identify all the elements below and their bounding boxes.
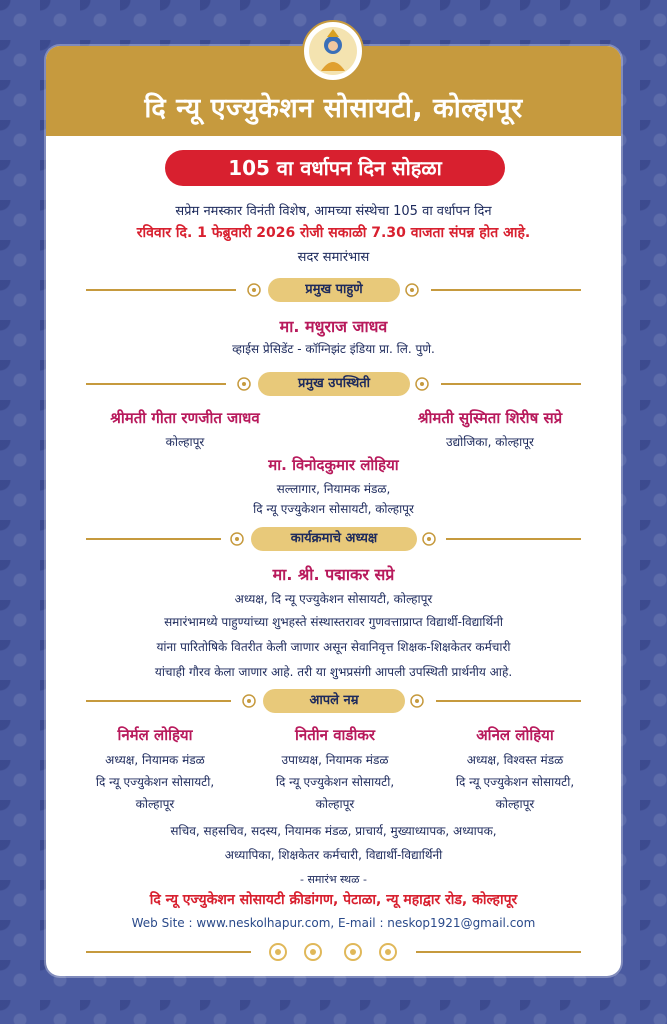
host-place: कोल्हापूर: [135, 797, 175, 811]
host-card: [60, 725, 250, 812]
message-line-3: यांचाही गौरव केला जाणार आहे. तरी या शुभप्रसंगी आपली उपस्थिती प्रार्थनीय आहे.: [154, 665, 513, 679]
president-title: अध्यक्ष, दि न्यू एज्युकेशन सोसायटी, कोल्हापूर: [234, 592, 433, 606]
host-name: निर्मल लोहिया: [117, 726, 193, 744]
contact-line: Web Site : www.neskolhapur.com, E-mail : neskop1921@gmail.com: [131, 916, 536, 930]
presence-right-name: श्रीमती सुस्मिता शिरीष सप्रे: [417, 409, 563, 427]
floral-ornament-icon: [258, 940, 408, 964]
section-heading-hosts: आपले नम्र: [263, 689, 405, 713]
ornament-icon: [421, 531, 437, 547]
president-name: मा. श्री. पद्माकर सप्रे: [272, 565, 395, 584]
ornament-icon: [404, 282, 420, 298]
host-place: कोल्हापूर: [315, 797, 355, 811]
krishna-logo-icon: [302, 20, 364, 82]
host-org: दि न्यू एज्युकेशन सोसायटी,: [95, 775, 215, 789]
presence-center-line-2: दि न्यू एज्युकेशन सोसायटी, कोल्हापूर: [253, 502, 414, 516]
ornament-icon: [409, 693, 425, 709]
section-divider-hosts: [86, 689, 581, 713]
venue-address: दि न्यू एज्युकेशन सोसायटी क्रीडांगण, पेटाळा, न्यू महाद्वार रोड, कोल्हापूर: [149, 892, 518, 908]
section-heading-chief-guest: प्रमुख पाहुणे: [268, 278, 400, 302]
bottom-divider: [86, 940, 581, 964]
section-heading-president: कार्यक्रमाचे अध्यक्ष: [251, 527, 417, 551]
intro-line-3: सदर समारंभास: [297, 250, 370, 265]
section-divider-presence: [86, 372, 581, 396]
intro-line-1: सप्रेम नमस्कार विनंती विशेष, आमच्या संस्थेचा 105 वा वर्धापन दिन: [175, 204, 492, 219]
ornament-icon: [246, 282, 262, 298]
host-org: दि न्यू एज्युकेशन सोसायटी,: [455, 775, 575, 789]
host-card: [240, 725, 430, 812]
others-line-2: अध्यापिका, शिक्षकेतर कर्मचारी, विद्यार्थी-विद्यार्थिनी: [224, 848, 443, 862]
host-place: कोल्हापूर: [495, 797, 535, 811]
ornament-icon: [236, 376, 252, 392]
venue-label: - समारंभ स्थळ -: [300, 873, 367, 886]
presence-right-place: उद्योजिका, कोल्हापूर: [446, 435, 534, 449]
host-card: [420, 725, 610, 812]
message-line-1: समारंभामध्ये पाहुण्यांच्या शुभहस्ते संस्थास्तरावर गुणवत्ताप्राप्त विद्यार्थी-विद्यार्थिनी: [164, 615, 503, 629]
ornament-icon: [229, 531, 245, 547]
presence-center-name: मा. विनोदकुमार लोहिया: [268, 456, 399, 474]
others-line-1: सचिव, सहसचिव, सदस्य, नियामक मंडळ, प्राचार्य, मुख्याध्यापक, अध्यापक,: [170, 824, 497, 838]
section-divider-chief-guest: [86, 278, 581, 302]
host-role: अध्यक्ष, नियामक मंडळ: [105, 753, 205, 767]
message-line-2: यांना पारितोषिके वितरीत केली जाणार असून सेवानिवृत्त शिक्षक-शिक्षकेतर कर्मचारी: [156, 640, 511, 654]
section-heading-presence: प्रमुख उपस्थिती: [258, 372, 410, 396]
ornament-icon: [414, 376, 430, 392]
host-name: अनिल लोहिया: [476, 726, 554, 744]
host-role: उपाध्यक्ष, नियामक मंडळ: [281, 753, 389, 767]
presence-left-name: श्रीमती गीता रणजीत जाधव: [110, 409, 260, 427]
org-title: दि न्यू एज्युकेशन सोसायटी, कोल्हापूर: [144, 93, 523, 124]
chief-guest-name: मा. मधुराज जाधव: [279, 317, 388, 336]
section-divider-president: [86, 527, 581, 551]
host-role: अध्यक्ष, विश्वस्त मंडळ: [466, 753, 564, 767]
host-org: दि न्यू एज्युकेशन सोसायटी,: [275, 775, 395, 789]
intro-line-2: रविवार दि. 1 फेब्रुवारी 2026 रोजी सकाळी 7.30 वाजता संपन्न होत आहे.: [136, 225, 531, 241]
chief-guest-title: व्हाईस प्रेसिडेंट - कॉग्निझंट इंडिया प्रा. लि. पुणे.: [232, 342, 435, 356]
event-title-banner: 105 वा वर्धापन दिन सोहळा: [165, 150, 505, 186]
presence-center-line-1: सल्लागार, नियामक मंडळ,: [276, 482, 391, 496]
presence-left-place: कोल्हापूर: [165, 435, 205, 449]
ornament-icon: [241, 693, 257, 709]
host-name: नितीन वाडीकर: [295, 726, 375, 744]
